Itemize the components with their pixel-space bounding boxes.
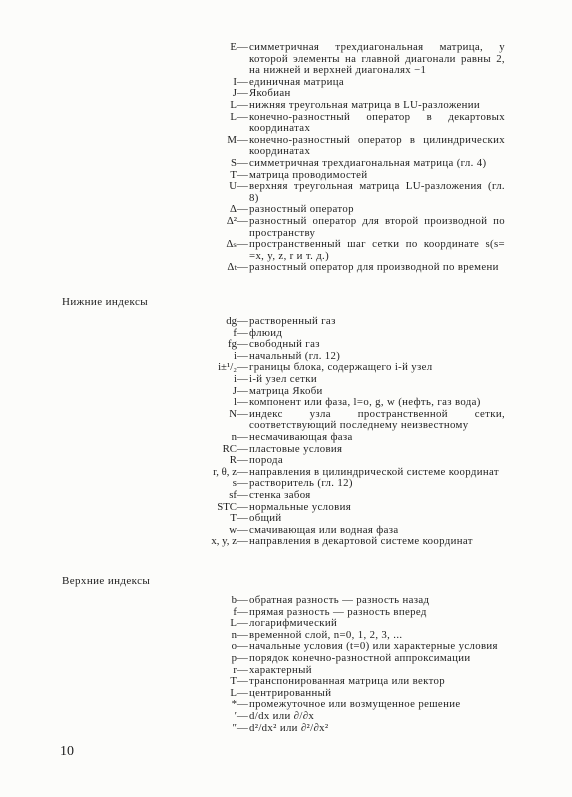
glossary-entry [0,181,572,204]
entry-symbol: o [231,640,237,653]
entry-symbol: l [234,396,237,409]
glossary-entry [0,135,572,158]
entry-description: начальные условия (t=0) или характерные условия [249,640,498,653]
entry-dash: — [237,477,248,490]
entry-dash: — [237,617,248,630]
entry-description: промежуточное или возмущенное решение [249,698,461,711]
entry-dash: — [237,594,248,606]
entry-dash: — [237,396,248,409]
glossary-entry [0,158,572,170]
glossary-entry [0,490,572,502]
entry-dash: — [237,315,248,327]
entry-description: смачивающая или водная фаза [249,523,399,536]
entry-description: стенка забоя [249,488,311,501]
entry-symbol: U [229,180,237,193]
entry-symbol: x, y, z [211,535,237,548]
entry-dash: — [237,512,248,525]
entry-description: растворитель (гл. 12) [249,477,353,490]
entry-description: d²/dx² или ∂²/∂x² [249,721,329,734]
entry-dash: — [237,41,248,53]
entry-description: симметричная трехдиагональная матрица (гл. 4) [249,156,487,169]
glossary-entry [0,676,572,688]
entry-symbol: w [229,523,237,536]
entry-symbol: T [230,675,237,688]
glossary-entry [0,112,572,135]
entry-symbol: STC [217,500,237,513]
entry-dash: — [237,675,248,688]
entry-symbol: T [230,512,237,525]
entry-symbol: N [229,407,237,420]
entry-description: транспонированная матрица или вектор [249,675,446,688]
entry-symbol: r [233,663,237,676]
entry-description: порода [249,454,284,467]
entry-description: Якобиан [249,87,291,100]
entry-symbol: Δ² [226,214,237,227]
entry-description: несмачивающая фаза [249,430,353,443]
entry-symbol: n [231,430,237,443]
glossary-entry [0,455,572,467]
entry-symbol: L [230,686,237,699]
entry-symbol: J [232,384,237,397]
entry-description: матрица проводимостей [249,168,368,181]
entry-description: временной слой, n=0, 1, 2, 3, ... [249,628,403,641]
entry-dash: — [237,214,248,227]
glossary-entry [0,444,572,456]
entry-symbol: Δₛ [226,238,237,251]
entry-dash: — [237,156,248,169]
glossary-entry [0,502,572,514]
entry-description: направления в декартовой системе координат [249,535,473,548]
entry-dash: — [237,651,248,664]
entry-dash: — [237,488,248,501]
glossary-entry [0,595,572,607]
glossary-entry [0,409,572,432]
entry-description: разностный оператор [249,203,354,216]
glossary-entry [0,42,572,77]
entry-symbol: p [231,651,237,664]
entry-dash: — [237,133,248,146]
entry-symbol: n [231,628,237,641]
glossary-entry [0,239,572,262]
glossary-entry [0,711,572,723]
section-subscripts [0,316,572,548]
entry-description: индекс узла пространственной сетки, соответствующий последнему неизвестному [249,407,505,432]
entry-dash: — [237,500,248,513]
entry-description: разностный оператор для производной по времени [249,261,499,274]
entry-dash: — [237,407,248,420]
entry-description: симметричная трехдиагональная матрица, у которой элементы на главной диагонали равны 2, на нижней и верхней диагоналях −1 [249,41,505,77]
entry-description: границы блока, содержащего i-й узел [249,361,433,374]
entry-description: нижняя треугольная матрица в LU-разложении [249,98,481,111]
entry-dash: — [237,98,248,111]
entry-description: направления в цилиндрической системе координат [249,465,499,478]
section-heading-superscripts: Верхние индексы [62,575,151,587]
entry-dash: — [237,454,248,467]
entry-dash: — [237,87,248,100]
glossary-entry [0,723,572,735]
entry-dash: — [237,698,248,711]
entry-symbol: L [230,98,237,111]
entry-dash: — [237,349,248,362]
entry-symbol: J [232,87,237,100]
entry-description: нормальные условия [249,500,352,513]
entry-description: пространственный шаг сетки по координате s(s= =x, y, z, r и т. д.) [249,238,505,262]
glossary-entry [0,653,572,665]
entry-dash: — [237,721,248,734]
entry-description: пластовые условия [249,442,343,455]
entry-symbol: R [229,454,237,467]
entry-dash: — [237,605,248,618]
entry-description: разностный оператор для второй производной по пространству [249,214,505,239]
entry-dash: — [237,442,248,455]
entry-description: единичная матрица [249,75,344,88]
entry-dash: — [237,338,248,351]
entry-symbol: M [227,133,237,146]
entry-dash: — [237,709,248,722]
entry-dash: — [237,326,248,339]
entry-description: прямая разность — разность вперед [249,605,427,618]
glossary-entry [0,432,572,444]
glossary-entry [0,536,572,548]
entry-description: флюид [249,326,283,339]
entry-dash: — [237,523,248,536]
glossary-entry [0,262,572,274]
entry-symbol: L [230,617,237,630]
entry-description: характерный [249,663,312,676]
glossary-entry [0,316,572,328]
entry-symbol: Δ [230,203,237,216]
entry-description: конечно-разностный оператор в декартовых координатах [249,110,505,135]
entry-symbol: E [230,41,237,53]
entry-dash: — [237,238,248,251]
entry-description: центрированный [249,686,332,699]
entry-description: начальный (гл. 12) [249,349,341,362]
entry-symbol: I [233,75,237,88]
entry-symbol: f [233,326,237,339]
entry-symbol: ″ [232,721,237,734]
entry-symbol: r, θ, z [213,465,237,478]
entry-description: растворенный газ [249,315,336,327]
entry-symbol: s [232,477,237,490]
entry-description: i-й узел сетки [249,372,317,385]
entry-symbol: i±¹/₂ [218,361,237,374]
entry-description: логарифмический [249,617,338,630]
glossary-entry [0,513,572,525]
entry-symbol: RC [222,442,237,455]
entry-dash: — [237,361,248,374]
glossary-entry [0,216,572,239]
entry-symbol: Δₜ [227,261,237,274]
entry-dash: — [237,110,248,123]
entry-dash: — [237,465,248,478]
entry-symbol: S [230,156,237,169]
entry-dash: — [237,686,248,699]
entry-symbol: i [234,349,237,362]
entry-description: порядок конечно-разностной аппроксимации [249,651,471,664]
entry-description: конечно-разностный оператор в цилиндрических координатах [249,133,505,158]
section-matrices [0,42,572,274]
entry-symbol: sf [229,488,237,501]
entry-dash: — [237,535,248,548]
page-number: 10 [60,744,74,759]
entry-description: верхняя треугольная матрица LU-разложения (гл. 8) [249,180,505,204]
entry-symbol: fg [228,338,237,351]
entry-symbol: i [234,372,237,385]
glossary-entry [0,374,572,386]
entry-symbol: b [231,594,237,606]
section-superscripts [0,595,572,734]
entry-dash: — [237,180,248,193]
entry-description: обратная разность — разность назад [249,594,430,606]
entry-description: d/dx или ∂/∂x [249,709,315,722]
entry-dash: — [237,168,248,181]
section-heading-subscripts: Нижние индексы [62,296,149,308]
entry-description: свободный газ [249,338,320,351]
entry-symbol: f [233,605,237,618]
entry-symbol: * [231,698,237,711]
entry-dash: — [237,628,248,641]
glossary-entry [0,397,572,409]
entry-dash: — [237,372,248,385]
entry-description: компонент или фаза, l=o, g, w (нефть, газ вода) [249,396,481,409]
entry-dash: — [237,261,248,274]
entry-dash: — [237,430,248,443]
entry-dash: — [237,640,248,653]
entry-description: матрица Якоби [249,384,323,397]
glossary-entry [0,100,572,112]
entry-dash: — [237,663,248,676]
entry-symbol: T [230,168,237,181]
entry-description: общий [249,512,282,525]
entry-symbol: ′ [234,709,237,722]
entry-dash: — [237,203,248,216]
entry-symbol: dg [226,315,237,327]
entry-symbol: L [230,110,237,123]
entry-dash: — [237,384,248,397]
entry-dash: — [237,75,248,88]
